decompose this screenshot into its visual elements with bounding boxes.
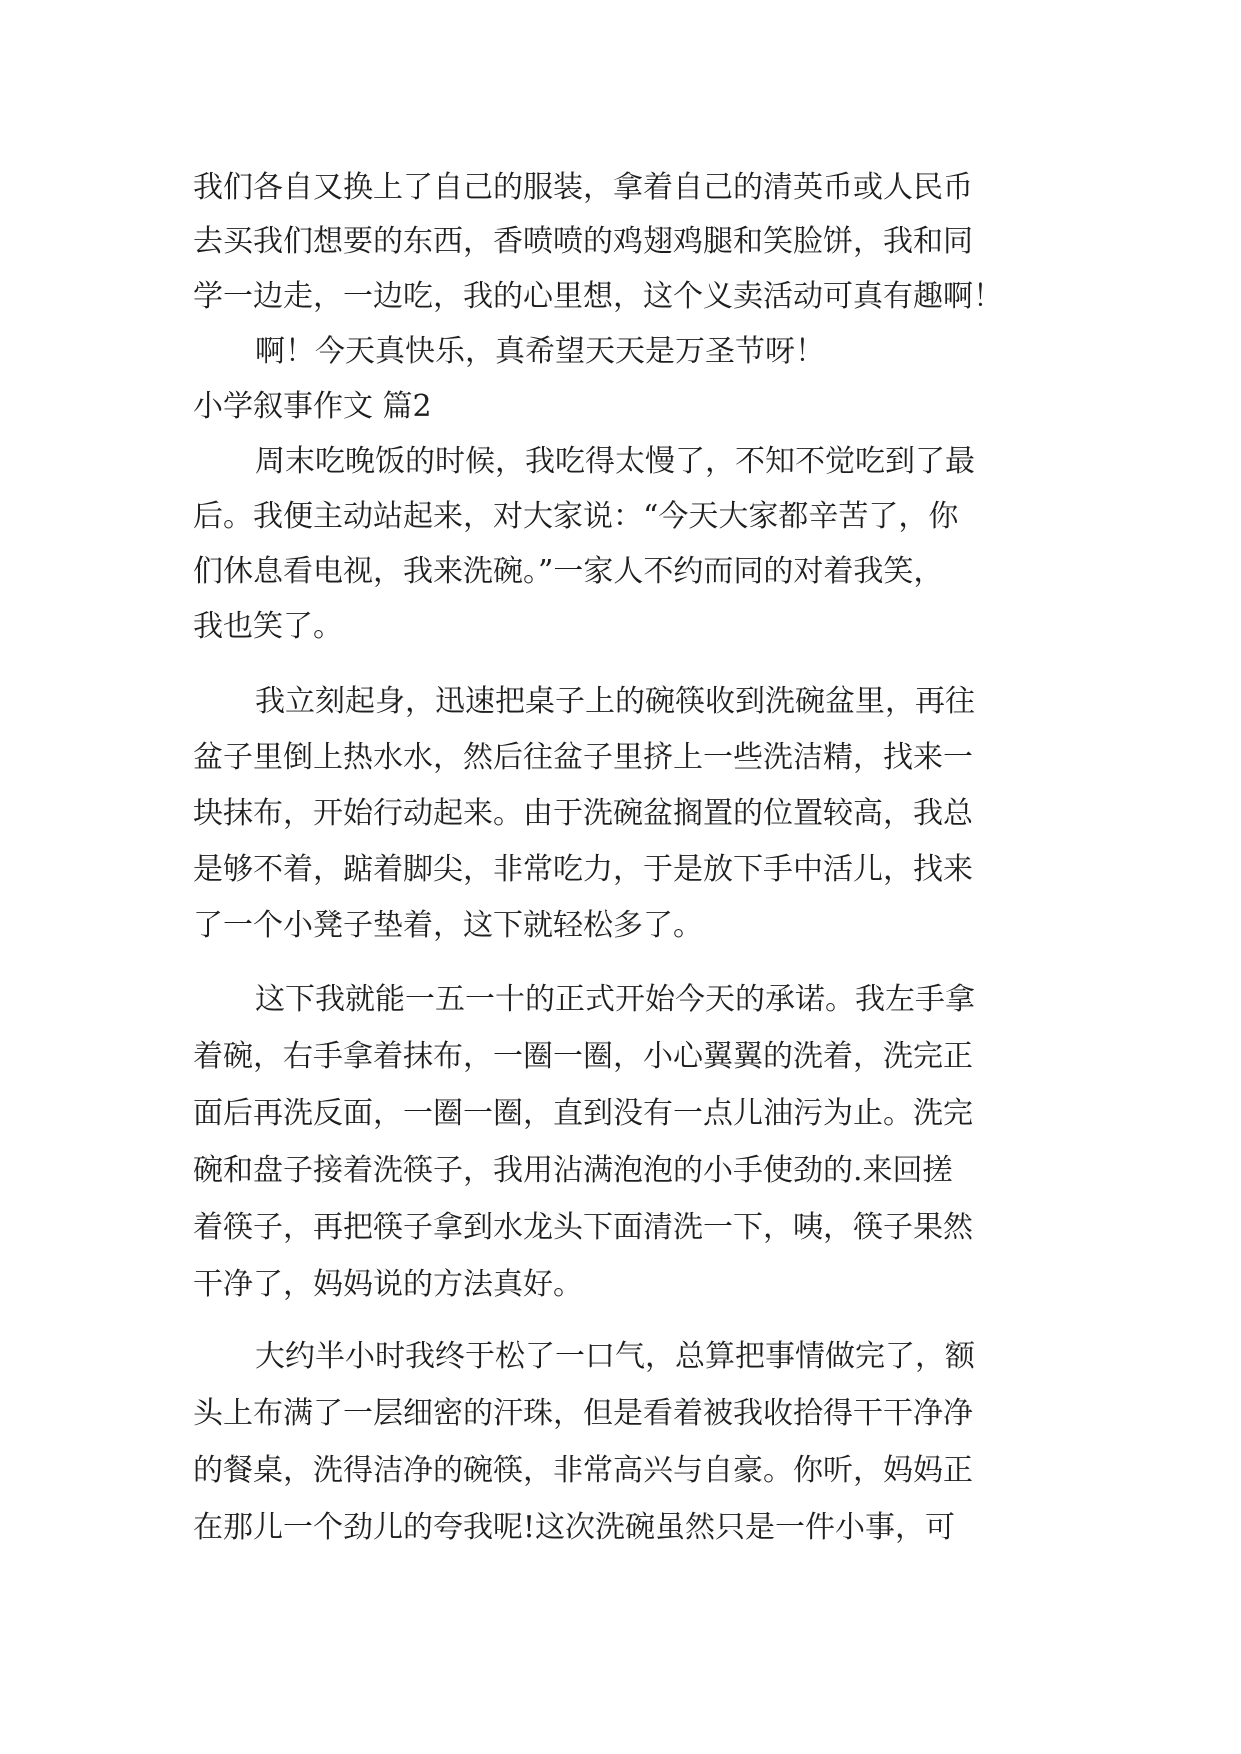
text-line: 周末吃晚饭的时候，我吃得太慢了，不知不觉吃到了最	[255, 444, 975, 479]
text-line: 干净了，妈妈说的方法真好。	[193, 1267, 583, 1302]
text-line: 面后再洗反面，一圈一圈，直到没有一点儿油污为止。洗完	[193, 1096, 973, 1131]
text-line: 我们各自又换上了自己的服装，拿着自己的清英币或人民币	[193, 170, 973, 205]
text-line: 我立刻起身，迅速把桌子上的碗筷收到洗碗盆里，再往	[255, 684, 975, 719]
text-line: 们休息看电视，我来洗碗。”一家人不约而同的对着我笑，	[193, 554, 944, 589]
text-line: 着碗，右手拿着抹布，一圈一圈，小心翼翼的洗着，洗完正	[193, 1039, 973, 1074]
text-line: 块抹布，开始行动起来。由于洗碗盆搁置的位置较高，我总	[193, 796, 973, 831]
text-line: 啊！今天真快乐，真希望天天是万圣节呀！	[255, 334, 825, 369]
text-line: 在那儿一个劲儿的夸我呢!这次洗碗虽然只是一件小事，可	[193, 1510, 956, 1545]
text-line: 后。我便主动站起来，对大家说：“今天大家都辛苦了，你	[193, 499, 959, 534]
text-line: 盆子里倒上热水水，然后往盆子里挤上一些洗洁精，找来一	[193, 740, 973, 775]
text-line: 着筷子，再把筷子拿到水龙头下面清洗一下，咦，筷子果然	[193, 1210, 973, 1245]
text-line: 大约半小时我终于松了一口气，总算把事情做完了，额	[255, 1339, 975, 1374]
section-title: 小学叙事作文 篇2	[193, 389, 432, 424]
text-line: 我也笑了。	[193, 609, 343, 644]
text-line: 头上布满了一层细密的汗珠，但是看着被我收拾得干干净净	[193, 1396, 973, 1431]
text-line: 去买我们想要的东西，香喷喷的鸡翅鸡腿和笑脸饼，我和同	[193, 224, 973, 259]
text-line: 的餐桌，洗得洁净的碗筷，非常高兴与自豪。你听，妈妈正	[193, 1453, 973, 1488]
text-line: 了一个小凳子垫着，这下就轻松多了。	[193, 908, 703, 943]
text-line: 这下我就能一五一十的正式开始今天的承诺。我左手拿	[255, 982, 975, 1017]
text-line: 是够不着，踮着脚尖，非常吃力，于是放下手中活儿，找来	[193, 852, 973, 887]
text-line: 碗和盘子接着洗筷子，我用沾满泡泡的小手使劲的.来回搓	[193, 1153, 953, 1188]
text-line: 学一边走，一边吃，我的心里想，这个义卖活动可真有趣啊！	[193, 279, 1003, 314]
